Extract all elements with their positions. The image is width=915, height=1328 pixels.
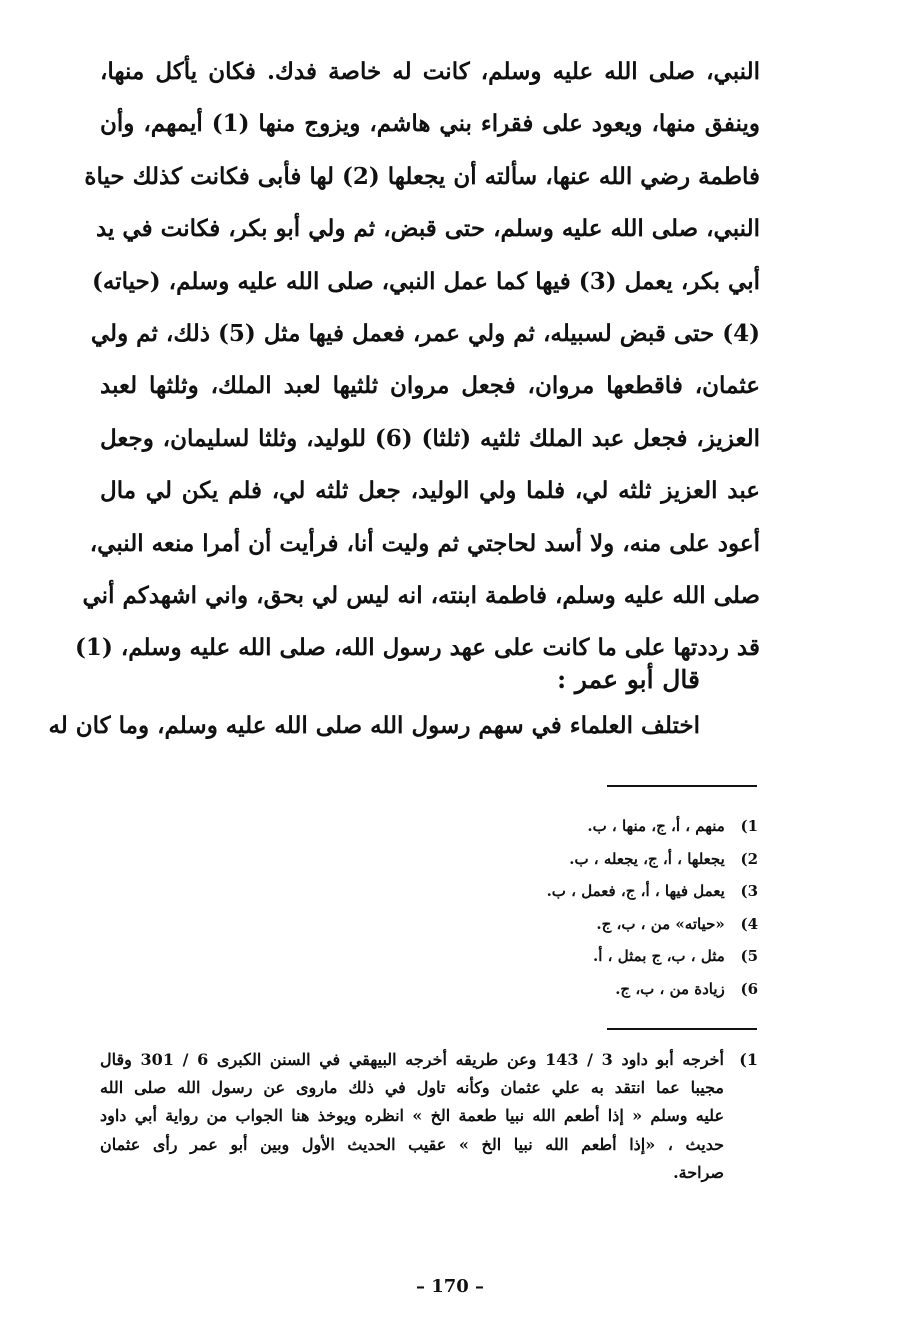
main-text-block bbox=[75, 46, 761, 675]
footnote-line: مجيبا عما انتقد به علي عثمان وكأنه تاول في ذلك ماروى عن رسول الله صلى الله bbox=[100, 1078, 724, 1098]
note-number: 1) bbox=[740, 817, 758, 835]
body-line: فاطمة رضي الله عنها، سألته أن يجعلها (2) لها فأبى فكانت كذلك حياة bbox=[84, 162, 760, 190]
note-number: 3) bbox=[740, 882, 758, 900]
body-line: النبي، صلى الله عليه وسلم، حتى قبض، ثم ولي أبو بكر، فكانت في يد bbox=[95, 215, 760, 243]
footnote-line bbox=[100, 1046, 758, 1074]
section-first-line: اختلف العلماء في سهم رسول الله صلى الله عليه وسلم، وما كان له bbox=[48, 712, 700, 739]
body-line: صلى الله عليه وسلم، فاطمة ابنته، انه ليس لي بحق، واني اشهدكم أني bbox=[82, 581, 760, 609]
footnote-divider bbox=[607, 1028, 757, 1030]
body-line: العزيز، فجعل عبد الملك ثلثيه (ثلثا) (6) للوليد، وثلثا لسليمان، وجعل bbox=[100, 424, 761, 452]
note-text: مثل ، ب، ج بمثل ، أ. bbox=[593, 947, 725, 965]
footnote-text: أخرجه أبو داود 3 / 143 وعن طريقه أخرجه البيهقي في السنن الكبرى 6 / 301 وقال bbox=[100, 1050, 724, 1069]
footnote-line: حديث ، «إذا أطعم الله نبيا الخ » عقيب الحديث الأول وبين أبو عمر رأى عثمان bbox=[100, 1134, 724, 1154]
note-number: 6) bbox=[740, 979, 758, 998]
variant-note bbox=[400, 810, 758, 843]
body-line: عبد العزيز ثلثه لي، فلما ولي الوليد، جعل ثلثه لي، فلم يكن لي مال bbox=[100, 477, 760, 505]
variant-note bbox=[400, 908, 758, 941]
body-line: أعود على منه، ولا أسد لحاجتي ثم وليت أنا، فرأيت أن أمرا منعه النبي، bbox=[89, 529, 760, 557]
variant-note bbox=[400, 940, 758, 973]
body-line: (4) حتى قبض لسبيله، ثم ولي عمر، فعمل فيها مثل (5) ذلك، ثم ولي bbox=[90, 319, 760, 347]
body-line: النبي، صلى الله عليه وسلم، كانت له خاصة فدك. فكان يأكل منها، bbox=[100, 58, 760, 85]
footnote-line: صراحة. bbox=[673, 1162, 724, 1182]
page-number: – 170 – bbox=[415, 1276, 485, 1297]
section-heading: قال أبو عمر : bbox=[556, 665, 700, 694]
footnote bbox=[100, 1046, 758, 1187]
variant-notes bbox=[400, 810, 758, 1005]
note-text: يعمل فيها ، أ، ج، فعمل ، ب. bbox=[546, 882, 725, 900]
note-text: زيادة من ، ب، ج. bbox=[615, 979, 725, 998]
notes-divider bbox=[607, 785, 757, 787]
body-line: قد رددتها على ما كانت على عهد رسول الله، صلى الله عليه وسلم، (1) bbox=[75, 634, 760, 662]
body-line: عثمان، فاقطعها مروان، فجعل مروان ثلثيها لعبد الملك، وثلثها لعبد bbox=[100, 372, 760, 400]
variant-note bbox=[400, 843, 758, 876]
variant-note bbox=[400, 973, 758, 1006]
note-number: 4) bbox=[740, 914, 758, 933]
footnote-number: 1) bbox=[739, 1050, 758, 1069]
note-text: يجعلها ، أ، ج، يجعله ، ب. bbox=[569, 849, 725, 868]
footnote-line: عليه وسلم « إذا أطعم الله نبيا طعمة الخ » انظره ويوخذ هنا الجواب من رواية أبي داود bbox=[100, 1106, 724, 1126]
body-line: وينفق منها، ويعود على فقراء بني هاشم، ويزوج منها (1) أيمهم، وأن bbox=[100, 110, 760, 138]
note-text: «حياته» من ، ب، ج. bbox=[596, 914, 725, 933]
body-line: أبي بكر، يعمل (3) فيها كما عمل النبي، صلى الله عليه وسلم، (حياته) bbox=[91, 267, 760, 295]
note-number: 5) bbox=[740, 947, 758, 965]
variant-note bbox=[400, 875, 758, 908]
note-number: 2) bbox=[740, 849, 758, 868]
note-text: منهم ، أ، ج، منها ، ب. bbox=[587, 817, 725, 835]
